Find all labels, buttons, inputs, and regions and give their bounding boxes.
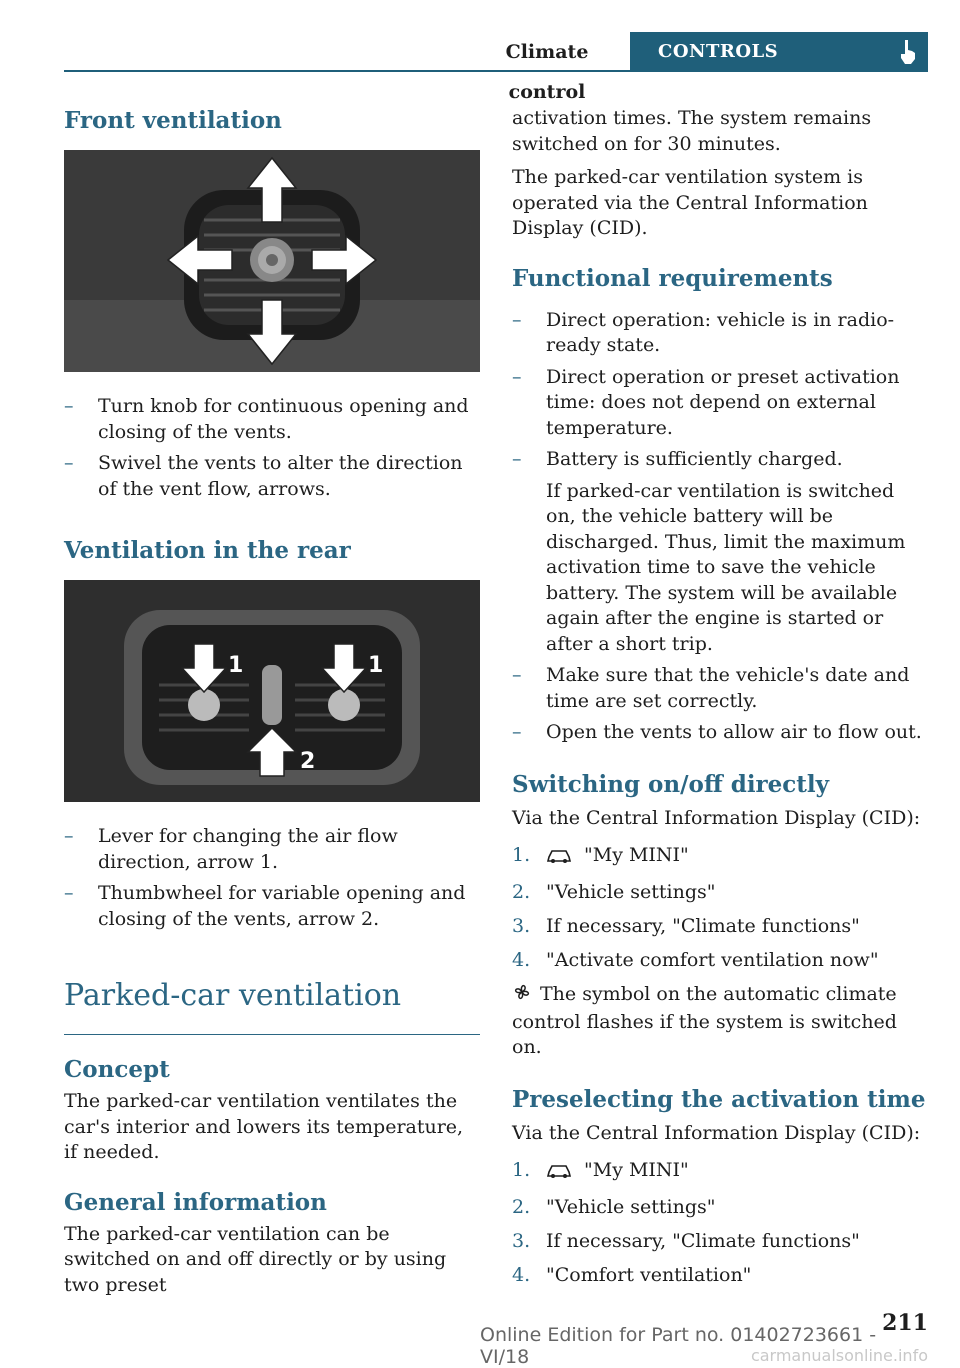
dash-marker: – bbox=[64, 395, 74, 417]
dash-marker: – bbox=[512, 721, 522, 743]
pointing-hand-icon bbox=[898, 39, 918, 80]
list-item: – Open the vents to allow air to flow out. bbox=[512, 720, 928, 746]
list-item: – Swivel the vents to alter the direction of the vent flow, arrows. bbox=[64, 452, 463, 500]
switching-note: The symbol on the automatic climate control flashes if the system is switched on. bbox=[512, 983, 897, 1058]
left-column bbox=[64, 106, 480, 1306]
list-item: 2. "Vehicle settings" bbox=[512, 881, 716, 903]
dash-marker: – bbox=[512, 448, 522, 470]
preselecting-steps bbox=[512, 1158, 928, 1289]
battery-note: If parked-car ventilation is switched on, the vehicle battery will be discharged. Thus, limit the maximum activation time to save the vehicle battery. The system will be available again after the engine is started or after a short trip. bbox=[546, 479, 906, 655]
list-item: – Thumbwheel for variable opening and closing of the vents, arrow 2. bbox=[64, 882, 466, 930]
page-header bbox=[64, 32, 928, 103]
list-item: – Battery is sufficiently charged. If parked-car ventilation is switched on, the vehicle battery will be discharged. Thus, limit the maximum activation time to save the vehicle battery. The system will be available again after the engine is started or after a short trip. bbox=[512, 447, 928, 657]
list-item: 1. "My MINI" bbox=[512, 1158, 928, 1187]
dash-marker: – bbox=[64, 452, 74, 474]
right-column bbox=[512, 106, 928, 1297]
header-rule bbox=[64, 70, 928, 72]
front-vent-illustration bbox=[64, 150, 480, 372]
dash-marker: – bbox=[64, 825, 74, 847]
dash-marker: – bbox=[64, 882, 74, 904]
front-ventilation-list bbox=[64, 394, 480, 502]
parked-car-ventilation-heading: Parked-car ventilation bbox=[64, 978, 402, 1013]
concept-text: The parked-car ventilation ventilates the car's interior and lowers its temperature, if needed. bbox=[64, 1090, 464, 1163]
list-item: – Lever for changing the air flow direction, arrow 1. bbox=[64, 825, 398, 873]
continued-text: activation times. The system remains switched on for 30 minutes. bbox=[512, 107, 872, 155]
header-chapter-label: CONTROLS bbox=[658, 41, 779, 62]
functional-requirements-list bbox=[512, 308, 928, 746]
rear-ventilation-list bbox=[64, 824, 480, 932]
header-section-title: Climate control bbox=[505, 41, 589, 103]
dash-marker: – bbox=[512, 365, 522, 388]
watermark-text: carmanualsonline.info bbox=[750, 1346, 928, 1365]
page-number: 211 bbox=[882, 1310, 928, 1336]
list-item: 2. "Vehicle settings" bbox=[512, 1196, 716, 1218]
dash-marker: – bbox=[512, 664, 522, 686]
general-information-heading: General information bbox=[64, 1188, 327, 1216]
list-item: 4. "Comfort ventilation" bbox=[512, 1264, 752, 1286]
edition-text: Online Edition for Part no. 01402723661 - VI/18 bbox=[480, 1324, 877, 1368]
functional-requirements-heading: Functional requirements bbox=[512, 264, 833, 292]
list-item: 3. If necessary, "Climate functions" bbox=[512, 915, 860, 937]
switching-intro: Via the Central Information Display (CID): bbox=[512, 806, 921, 829]
list-item: 4. "Activate comfort ventilation now" bbox=[512, 949, 879, 971]
page-footer bbox=[480, 1310, 928, 1368]
general-information-text: The parked-car ventilation can be switched on and off directly or by using two preset bbox=[64, 1222, 447, 1296]
header-chapter-tab bbox=[630, 32, 928, 72]
callout-2: 2 bbox=[300, 749, 316, 774]
car-icon bbox=[546, 846, 572, 872]
list-item: 1. "My MINI" bbox=[512, 843, 928, 872]
fan-icon bbox=[512, 982, 532, 1010]
callout-1-right: 1 bbox=[368, 653, 384, 678]
preselecting-intro: Via the Central Information Display (CID): bbox=[512, 1121, 921, 1144]
rear-vent-illustration bbox=[64, 580, 480, 802]
section-rule bbox=[64, 1034, 480, 1035]
list-item: – Direct operation: vehicle is in radio-ready state. bbox=[512, 308, 895, 356]
rear-ventilation-heading: Ventilation in the rear bbox=[64, 537, 351, 564]
front-ventilation-heading: Front ventilation bbox=[64, 107, 282, 134]
preselecting-heading: Preselecting the activation time bbox=[512, 1085, 926, 1113]
switching-heading: Switching on/off directly bbox=[512, 770, 830, 798]
callout-1-left: 1 bbox=[228, 653, 244, 678]
dash-marker: – bbox=[512, 308, 522, 331]
list-item: 3. If necessary, "Climate functions" bbox=[512, 1230, 860, 1252]
list-item: – Make sure that the vehicle's date and time are set correctly. bbox=[512, 664, 910, 712]
car-icon bbox=[546, 1161, 572, 1187]
cid-text: The parked-car ventilation system is operated via the Central Information Display (CID). bbox=[512, 166, 868, 239]
switching-steps bbox=[512, 843, 928, 974]
concept-heading: Concept bbox=[64, 1056, 170, 1083]
list-item: – Turn knob for continuous opening and closing of the vents. bbox=[64, 395, 469, 443]
list-item: – Direct operation or preset activation time: does not depend on external temperature. bbox=[512, 365, 900, 439]
